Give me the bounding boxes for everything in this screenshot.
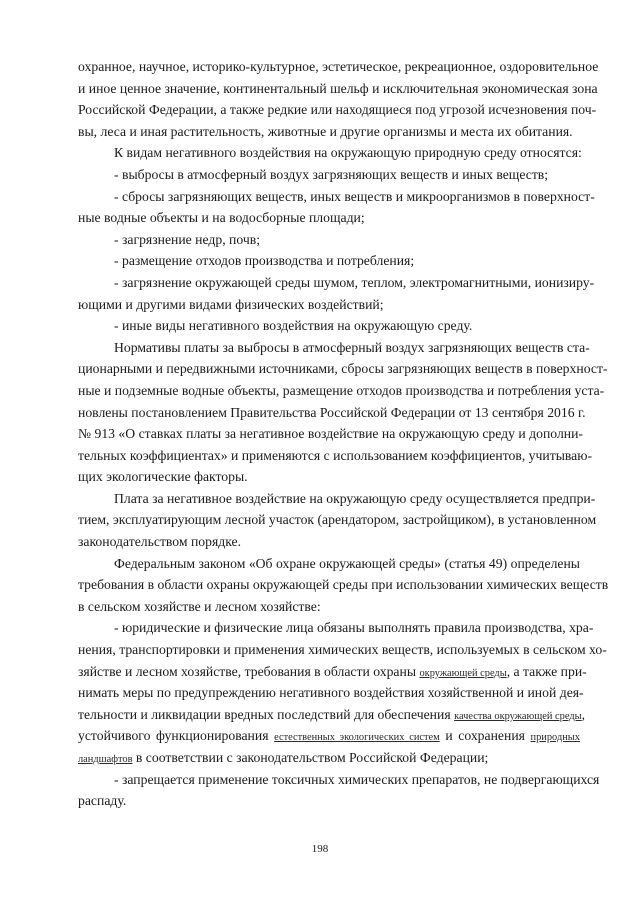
text-segment: , а также при-: [506, 663, 587, 679]
link-natural-landscapes[interactable]: ландшафтов: [78, 754, 133, 765]
text-line: ные и подземные водные объекты, размещение отходов производства и потребления уста-: [78, 382, 605, 398]
text-line: законодательством порядке.: [78, 534, 242, 550]
text-line: щих экологические факторы.: [78, 469, 248, 485]
link-environment-quality[interactable]: качества окружающей среды: [454, 710, 582, 722]
text-line: новлены постановлением Правительства Российской Федерации от 13 сентября 2016 г.: [78, 404, 586, 420]
text-segment: и сохранения: [439, 728, 531, 744]
text-line: тельных коэффициентах» и применяются с использованием коэффициентов, учитываю-: [78, 447, 593, 463]
text-line: ные водные объекты и на водосборные площади;: [78, 210, 365, 226]
text-line: [78, 661, 587, 683]
text-line: [78, 725, 580, 747]
link-natural-ecosystems[interactable]: естественных экологических систем: [274, 732, 440, 744]
text-line: распаду.: [78, 793, 127, 809]
text-line: требования в области охраны окружающей среды при использовании химических веществ: [78, 577, 609, 593]
text-segment: тельности и ликвидации вредных последствий для обеспечения: [78, 706, 455, 722]
list-item: - сбросы загрязняющих веществ, иных веществ и микроорганизмов в поверхност-: [114, 188, 595, 204]
page-number: 198: [311, 843, 329, 855]
list-item: - размещение отходов производства и потребления;: [114, 253, 415, 269]
text-line: нения, транспортировки и применения химических веществ, используемых в сельском хо-: [78, 642, 607, 658]
text-line: [78, 704, 586, 726]
list-item: - юридические и физические лица обязаны выполнять правила производства, хра-: [114, 620, 594, 636]
link-environment[interactable]: окружающей среды: [419, 667, 507, 679]
text-line: № 913 «О ставках платы за негативное воздействие на окружающую среду и дополни-: [78, 426, 583, 442]
text-line: охранное, научное, историко-культурное, эстетическое, рекреационное, оздоровительное: [78, 59, 599, 74]
text-segment: зяйстве и лесном хозяйстве, требования в области охраны: [78, 663, 420, 679]
list-item: - выбросы в атмосферный воздух загрязняющих веществ и иных веществ;: [114, 166, 549, 182]
text-line: ционарными и передвижными источниками, сбросы загрязняющих веществ в поверхност-: [78, 361, 608, 377]
text-line: в сельском хозяйстве и лесном хозяйстве:: [78, 598, 321, 614]
list-item: - загрязнение окружающей среды шумом, теплом, электромагнитными, ионизиру-: [114, 274, 595, 290]
text-line: [78, 747, 580, 769]
list-item: - запрещается применение токсичных химических препаратов, не подвергающихся: [114, 771, 600, 787]
text-line: тием, эксплуатирующим лесной участок (арендатором, застройщиком), в установленном: [78, 512, 597, 528]
paragraph-first-line: К видам негативного воздействия на окружающую природную среду относятся:: [114, 145, 582, 161]
text-segment: в соответствии с законодательством Российской Федерации;: [132, 750, 489, 765]
page-body: [78, 56, 609, 812]
paragraph-first-line: Нормативы платы за выбросы в атмосферный воздух загрязняющих веществ ста-: [114, 339, 590, 355]
text-line: вы, леса и иная растительность, животные и другие организмы и места их обитания.: [78, 123, 573, 139]
text-line: Российской Федерации, а также редкие или находящиеся под угрозой исчезновения поч-: [78, 102, 597, 118]
list-item: - иные виды негативного воздействия на окружающую среду.: [114, 318, 473, 334]
paragraph-first-line: Плата за негативное воздействие на окружающую среду осуществляется предпри-: [114, 490, 596, 506]
text-segment: устойчивого функционирования: [78, 728, 275, 744]
text-line: нимать меры по предупреждению негативного воздействия хозяйственной и иной дея-: [78, 685, 584, 701]
paragraph-first-line: Федеральным законом «Об охране окружающей среды» (статья 49) определены: [114, 555, 580, 571]
text-segment: ,: [581, 706, 586, 722]
list-item: - загрязнение недр, почв;: [114, 231, 261, 247]
text-line: и иное ценное значение, континентальный шельф и исключительная экономическая зона: [78, 80, 598, 96]
link-natural-landscapes[interactable]: природных: [530, 732, 580, 744]
text-line: ющими и другими видами физических воздействий;: [78, 296, 384, 312]
